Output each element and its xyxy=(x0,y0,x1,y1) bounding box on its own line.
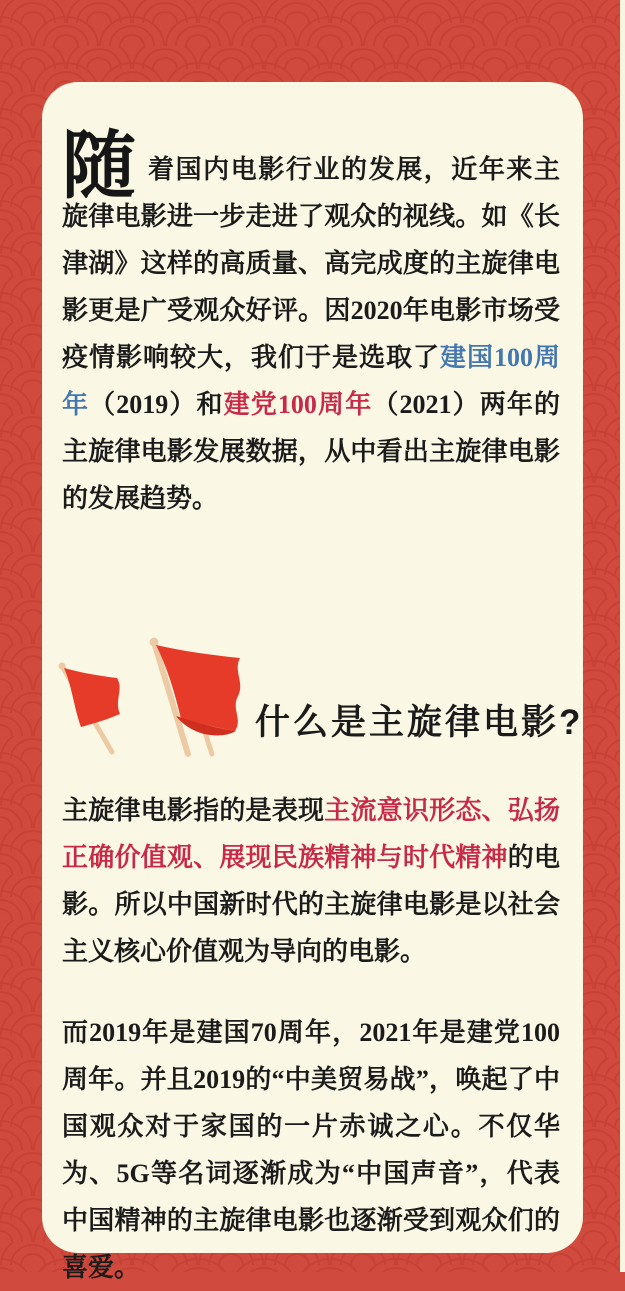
definition-segment-2: 的电影。所以中国新时代的主旋律电影是以社会主义核心价值观为导向的电影。 xyxy=(62,843,560,966)
section-title: 什么是主旋律电影? xyxy=(255,703,584,742)
context-paragraph: 而2019年是建国70周年，2021年是建党100周年。并且2019的“中美贸易战”，唤起了中国观众对于家国的一片赤诚之心。不仅华为、5G等名词逐渐成为“中国声音”，代表中国精神的主旋律电影也逐渐受到观众们的喜爱。 xyxy=(62,1018,560,1282)
right-edge-strip xyxy=(620,0,625,1272)
intro-segment-0: 着国内电影行业的发展，近年来主旋律电影进一步走进了观众的视线。如《长津湖》这样的高质量、高完成度的主旋律电影更是广受观众好评。因2020年电影市场受疫情影响较大，我们于是选取了 xyxy=(62,155,560,372)
definition-paragraph xyxy=(62,787,560,975)
intro-segment-red-highlight: 建党100周年 xyxy=(223,390,373,419)
intro-segment-blue-highlight: 建国100周年 xyxy=(62,343,560,419)
definition-segment-0: 主旋律电影指的是表现 xyxy=(62,796,325,825)
definition-segment-red-highlight: 主流意识形态、弘扬正确价值观、展现民族精神与时代精神 xyxy=(62,796,560,872)
intro-paragraph xyxy=(62,82,560,522)
intro-segment-2: （2019）和 xyxy=(89,390,224,419)
intro-segment-4: （2021）两年的主旋律电影发展数据，从中看出主旋律电影的发展趋势。 xyxy=(62,390,560,513)
dropcap-character: 随 xyxy=(62,126,136,208)
section-header xyxy=(54,634,584,759)
content-card xyxy=(42,82,584,1282)
red-flags-icon xyxy=(54,634,249,759)
